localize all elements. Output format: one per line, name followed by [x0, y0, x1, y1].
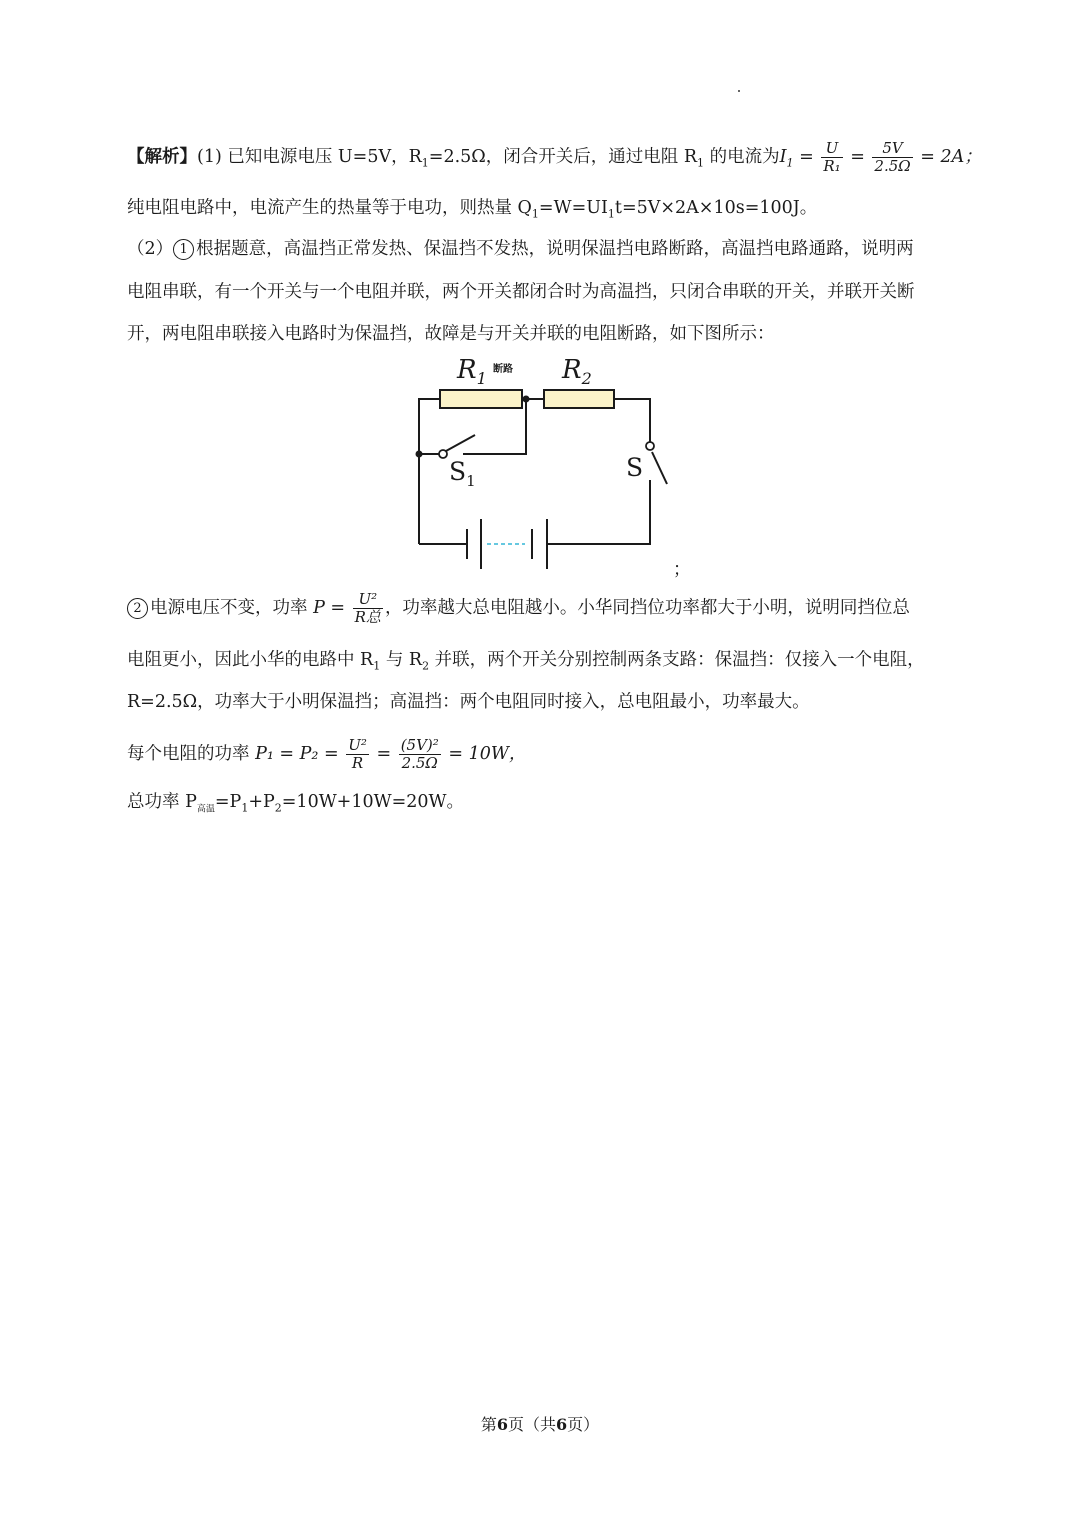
resistor-r1 [440, 390, 522, 408]
analysis-line-6: 2 电源电压不变，功率 P = $\frac{\text{U²}}{\text{R总}}$ ，功率越大总电阻越小。小华同挡位功率都大于小明，说明同挡位总 [127, 591, 910, 626]
analysis-line-8: R=2.5Ω，功率大于小明保温挡；高温挡：两个电阻同时接入，总电阻最小，功率最大。 [127, 692, 810, 712]
analysis-line-2: 纯电阻电路中，电流产生的热量等于电功，则热量 $Q_1=W=UI_1t=5V\times 2A\times 10s=100J$。 [127, 198, 818, 221]
page-footer: 第6页（共6页） [480, 1415, 600, 1434]
r1-label: $R_1$ [457, 355, 487, 388]
current-page-number: 6 [496, 1415, 508, 1434]
analysis-label: 【解析】 [127, 147, 197, 167]
right-bottom-wire [547, 480, 650, 544]
junction-top [523, 396, 530, 403]
s1-blade [446, 435, 475, 451]
fraction-u-over-r1: $\frac{U}{\text{R₁}}$ [823, 139, 841, 175]
analysis-line-4: 电阻串联，有一个开关与一个电阻并联，两个开关都闭合时为高温挡，只闭合串联的开关，并联开关断 [127, 282, 915, 302]
circled-number-1: 1 [173, 239, 194, 260]
fraction-u2-over-r: $\frac{\text{U²}}{R}$ [348, 736, 367, 772]
fraction-u2-over-rtotal: $\frac{\text{U²}}{\text{R总}}$ [354, 590, 381, 626]
right-top-wire [614, 399, 650, 442]
s-blade [652, 452, 667, 484]
analysis-line-3: （2） 1 根据题意，高温挡正常发热、保温挡不发热，说明保温挡电路断路，高温挡电路通路，说明两 [127, 239, 914, 259]
left-wire [419, 399, 440, 544]
total-page-number: 6 [556, 1415, 568, 1434]
circuit-diagram [405, 350, 685, 570]
analysis-line-5: 开，两电阻串联接入电路时为保温挡，故障是与开关并联的电阻断路，如下图所示： [127, 324, 775, 344]
junction-left [416, 451, 423, 458]
analysis-line-1: 【解析】(1) 已知电源电压 U=5V，$R_1=2.5\Omega$，闭合开关后，通过电阻 $R_1$ 的电流为$I_1$ = $\frac{U}{\text{R₁}}$ = $\frac{5V}{2.5\Omega}$ = 2A； [127, 139, 982, 175]
s1-label: $S_1$ [449, 457, 476, 490]
break-label: 断路 [493, 364, 513, 375]
s-contact [646, 442, 654, 450]
s1-contact [439, 450, 447, 458]
fraction-5v2-over-2-5: $\frac{\text{(5V)²}}{2.5\Omega}$ [400, 736, 439, 772]
s-label: S [626, 453, 644, 482]
stray-dot [738, 90, 740, 92]
resistor-r2 [544, 390, 614, 408]
battery [467, 519, 547, 569]
analysis-line-9: 每个电阻的功率 P₁ = P₂ = $\frac{\text{U²}}{R}$ = $\frac{\text{(5V)²}}{2.5\Omega}$ = 10W， [127, 736, 527, 772]
analysis-line-7: 电阻更小，因此小华的电路中 $R_1$ 与 $R_2$ 并联，两个开关分别控制两条支路：保温挡：仅接入一个电阻， [127, 650, 925, 673]
analysis-line-10: 总功率 $P_{高温}=P_1+P_2=10W+10W=20W$。 [127, 792, 465, 815]
circled-number-2: 2 [127, 598, 148, 619]
diagram-semicolon: ； [673, 560, 691, 580]
r2-label: $R_2$ [562, 355, 592, 388]
fraction-5v-over-2-5: $\frac{5V}{2.5\Omega}$ [874, 139, 911, 175]
